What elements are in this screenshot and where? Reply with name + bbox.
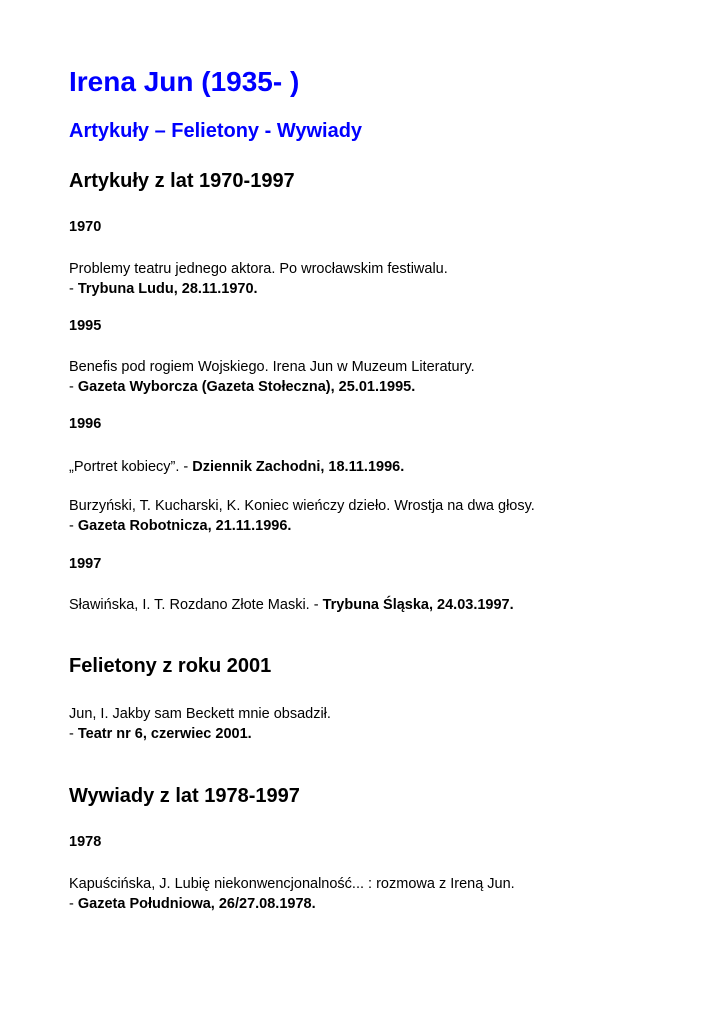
entry-dash: - — [69, 896, 78, 912]
entry-text: Burzyński, T. Kucharski, K. Koniec wieńczy dzieło. Wrostja na dwa głosy. — [69, 498, 535, 514]
bibliography-entry — [69, 874, 515, 914]
entry-dash: - — [69, 726, 78, 742]
entry-text: Problemy teatru jednego aktora. Po wrocławskim festiwalu. — [69, 261, 448, 277]
entry-text: Jun, I. Jakby sam Beckett mnie obsadził. — [69, 706, 331, 722]
entry-text: Kapuścińska, J. Lubię niekonwencjonalność... : rozmowa z Ireną Jun. — [69, 876, 515, 892]
bibliography-entry — [69, 457, 404, 477]
entry-text: „Portret kobiecy”. - — [69, 459, 193, 475]
bibliography-entry — [69, 357, 475, 397]
entry-source: Gazeta Południowa, 26/27.08.1978. — [77, 896, 316, 912]
bibliography-entry — [69, 595, 514, 615]
year-heading: 1997 — [69, 556, 102, 572]
section-heading-columns: Felietony z roku 2001 — [69, 655, 272, 677]
entry-dash: - — [69, 281, 78, 297]
year-heading: 1995 — [69, 318, 102, 334]
year-heading: 1996 — [69, 416, 102, 432]
entry-dash: - — [69, 379, 78, 395]
entry-source: Dziennik Zachodni, 18.11.1996. — [192, 459, 405, 475]
entry-source: Gazeta Wyborcza (Gazeta Stołeczna), 25.01.1995. — [77, 379, 416, 395]
page-title: Irena Jun (1935- ) — [69, 66, 300, 97]
bibliography-entry — [69, 496, 535, 536]
entry-source: Gazeta Robotnicza, 21.11.1996. — [77, 518, 292, 534]
entry-text: Benefis pod rogiem Wojskiego. Irena Jun w Muzeum Literatury. — [69, 359, 475, 375]
bibliography-entry — [69, 259, 448, 299]
entry-source: Trybuna Ludu, 28.11.1970. — [77, 281, 258, 297]
year-heading: 1970 — [69, 219, 102, 235]
entry-source: Teatr nr 6, czerwiec 2001. — [77, 726, 252, 742]
page-subtitle: Artykuły – Felietony - Wywiady — [69, 120, 363, 142]
bibliography-entry — [69, 704, 331, 744]
entry-text: Sławińska, I. T. Rozdano Złote Maski. - — [69, 597, 323, 613]
entry-source: Trybuna Śląska, 24.03.1997. — [322, 597, 514, 613]
entry-dash: - — [69, 518, 78, 534]
section-heading-articles: Artykuły z lat 1970-1997 — [69, 170, 295, 192]
year-heading: 1978 — [69, 834, 102, 850]
section-heading-interviews: Wywiady z lat 1978-1997 — [69, 785, 300, 807]
